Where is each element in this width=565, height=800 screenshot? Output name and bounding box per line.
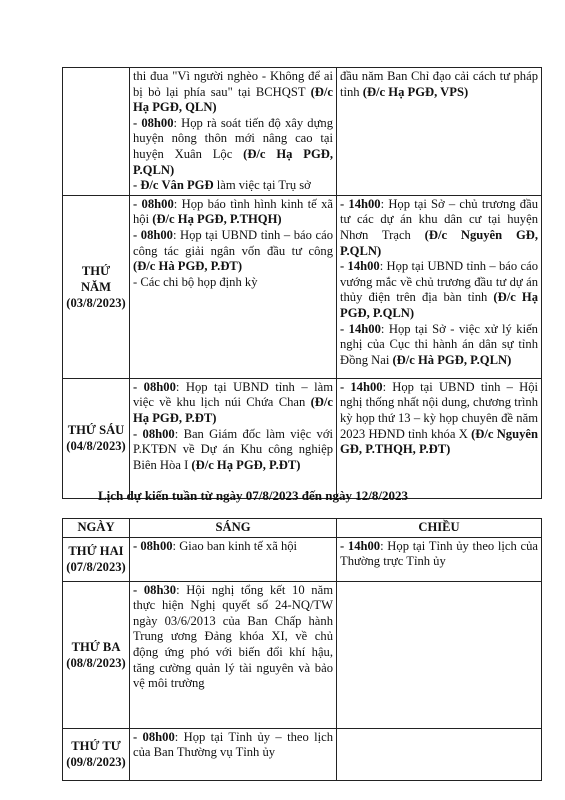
item-time: - 08h00 <box>133 115 174 130</box>
schedule-item <box>340 259 538 321</box>
table-row <box>63 581 542 728</box>
schedule-table-next-week <box>62 518 542 781</box>
schedule-table-body <box>63 68 542 499</box>
item-time: - 14h00 <box>340 321 381 336</box>
item-text: làm việc tại Trụ sở <box>213 178 311 193</box>
table-row <box>63 537 542 581</box>
afternoon-cell <box>337 537 542 581</box>
item-responsible: (Đ/c Hạ PGĐ, VPS) <box>362 84 469 99</box>
item-responsible: (Đ/c Hà PGĐ, P.ĐT) <box>133 259 243 274</box>
schedule-table-current-week <box>62 67 542 499</box>
schedule-item <box>133 228 333 275</box>
table-header-row <box>63 519 542 538</box>
day-date: (03/8/2023) <box>66 295 126 310</box>
day-date: (04/8/2023) <box>66 439 126 454</box>
schedule-item <box>133 178 333 194</box>
item-time: - 14h00 <box>340 196 381 211</box>
schedule-item <box>133 583 333 692</box>
morning-cell <box>130 537 337 581</box>
item-time: - 08h00 <box>133 426 175 441</box>
item-responsible: (Đ/c Hà PGĐ, P.QLN) <box>392 352 512 367</box>
morning-cell <box>130 68 337 196</box>
day-date: (08/8/2023) <box>66 655 126 670</box>
day-cell <box>63 581 130 728</box>
schedule-item <box>340 322 538 369</box>
schedule-item <box>133 730 333 761</box>
item-text: : Hội nghị tổng kết 10 năm thực hiện Nghị quyết số 24-NQ/TW ngày 03/6/2013 của Ban Chấp hành Trung ương Đảng khóa XI, về chủ động ứng phó với biến đổi khí hậu, tăng cường quản lý tài nguyên và bảo vệ môi trường <box>133 582 333 691</box>
afternoon-cell <box>337 378 542 498</box>
afternoon-cell <box>337 195 542 378</box>
day-cell <box>63 195 130 378</box>
item-responsible: (Đ/c Hạ PGĐ, P.QLN) <box>133 146 333 177</box>
day-date: (07/8/2023) <box>66 560 126 575</box>
day-name: THỨ TƯ <box>71 739 121 754</box>
item-text: : Họp rà soát tiến độ xây dựng huyện nông thôn mới nâng cao tại huyện Xuân Lộc <box>133 115 333 161</box>
item-text: : Họp báo tình hình kinh tế xã hội <box>133 196 333 227</box>
item-text: : Họp tại Tỉnh ủy – theo lịch của Ban Thường vụ Tỉnh ủy <box>133 729 333 760</box>
item-text: : Họp tại UBND tỉnh – Hội nghị thống nhất nội dung, chương trình kỳ họp thứ 13 – kỳ họp chuyên đề năm 2023 HĐND tỉnh khóa X <box>340 379 538 441</box>
schedule-item <box>133 69 333 116</box>
item-person: - Đ/c Vân PGĐ <box>133 178 214 193</box>
item-text: : Họp tại Tỉnh ủy theo lịch của Thường trực Tỉnh ủy <box>340 538 538 569</box>
item-responsible: (Đ/c Hạ PGĐ, P.ĐT) <box>133 395 333 425</box>
morning-cell <box>130 728 337 780</box>
day-name: THỨ HAI <box>68 544 124 559</box>
table-row <box>63 378 542 498</box>
afternoon-cell <box>337 728 542 780</box>
schedule-item <box>133 427 333 474</box>
item-text: đầu năm Ban Chỉ đạo cải cách tư pháp tỉnh <box>340 69 538 99</box>
item-responsible: (Đ/c Nguyên GĐ, P.THQH, P.ĐT) <box>340 426 538 457</box>
item-time: - 08h00 <box>133 227 173 242</box>
schedule-item <box>340 539 538 570</box>
morning-cell <box>130 195 337 378</box>
item-text: thi đua "Vì người nghèo - Không để ai bị bỏ lại phía sau" tại BCHQST <box>133 69 333 99</box>
schedule-item <box>133 275 333 291</box>
item-text: : Ban Giám đốc làm việc với P.KTĐN về Dự án Khu công nghiệp Biên Hòa I <box>133 426 334 472</box>
day-name: THỨ NĂM <box>80 263 112 294</box>
header-morning: SÁNG <box>130 519 337 538</box>
afternoon-cell <box>337 68 542 196</box>
day-cell <box>63 537 130 581</box>
item-time: - 08h00 <box>133 538 173 553</box>
morning-cell <box>130 378 337 498</box>
item-time: - 14h00 <box>340 259 380 274</box>
item-time: - 08h00 <box>133 379 176 394</box>
item-text: : Họp tại UBND tỉnh – báo cáo công tác giải ngân vốn đầu tư công <box>133 227 333 258</box>
morning-cell <box>130 581 337 728</box>
item-time: - 14h00 <box>340 538 381 553</box>
schedule-table-body <box>63 537 542 780</box>
item-text: : Họp tại Sở – chủ trương đầu tư các dự án khu dân cư tại huyện Nhơn Trạch <box>340 196 538 242</box>
item-time: - 08h00 <box>133 196 174 211</box>
schedule-item <box>340 69 538 100</box>
day-name: THỨ SÁU <box>67 423 125 438</box>
item-text: : Giao ban kinh tế xã hội <box>172 538 298 553</box>
item-time: - 08h30 <box>133 582 177 597</box>
afternoon-cell <box>337 581 542 728</box>
section-heading: Lịch dự kiến tuần từ ngày 07/8/2023 đến ngày 12/8/2023 <box>98 488 408 503</box>
schedule-item <box>340 197 538 259</box>
item-text: - Các chi bộ họp định kỳ <box>133 274 258 289</box>
schedule-item <box>133 116 333 178</box>
schedule-item <box>340 380 538 458</box>
schedule-item <box>133 539 333 555</box>
item-responsible: (Đ/c Hạ PGĐ, QLN) <box>133 84 333 115</box>
table-row <box>63 195 542 378</box>
item-responsible: (Đ/c Hạ PGĐ, P.ĐT) <box>191 457 301 472</box>
day-date: (09/8/2023) <box>66 755 126 770</box>
item-text: : Họp tại UBND tỉnh – báo cáo vướng mắc về chủ trương đầu tư dự án thủy điện trên địa bàn tỉnh <box>340 259 538 305</box>
item-responsible: (Đ/c Nguyên GĐ, P.QLN) <box>340 227 538 258</box>
table-row <box>63 68 542 196</box>
schedule-item <box>133 380 333 427</box>
item-time: - 14h00 <box>340 379 383 394</box>
day-cell <box>63 728 130 780</box>
item-text: : Họp tại Sở - việc xử lý kiến nghị của Cục thi hành án dân sự tỉnh Đồng Nai <box>340 321 538 367</box>
item-text: : Họp tại UBND tỉnh – làm việc về khu lịch núi Chứa Chan <box>133 379 333 410</box>
table-row <box>63 728 542 780</box>
day-cell <box>63 378 130 498</box>
item-responsible: (Đ/c Hạ PGĐ, P.THQH) <box>152 212 282 227</box>
schedule-item <box>133 197 333 228</box>
header-day: NGÀY <box>63 519 130 538</box>
header-afternoon: CHIỀU <box>337 519 542 538</box>
day-cell <box>63 68 130 196</box>
item-responsible: (Đ/c Hạ PGĐ, P.QLN) <box>340 290 538 320</box>
item-time: - 08h00 <box>133 729 175 744</box>
day-name: THỨ BA <box>71 639 121 654</box>
